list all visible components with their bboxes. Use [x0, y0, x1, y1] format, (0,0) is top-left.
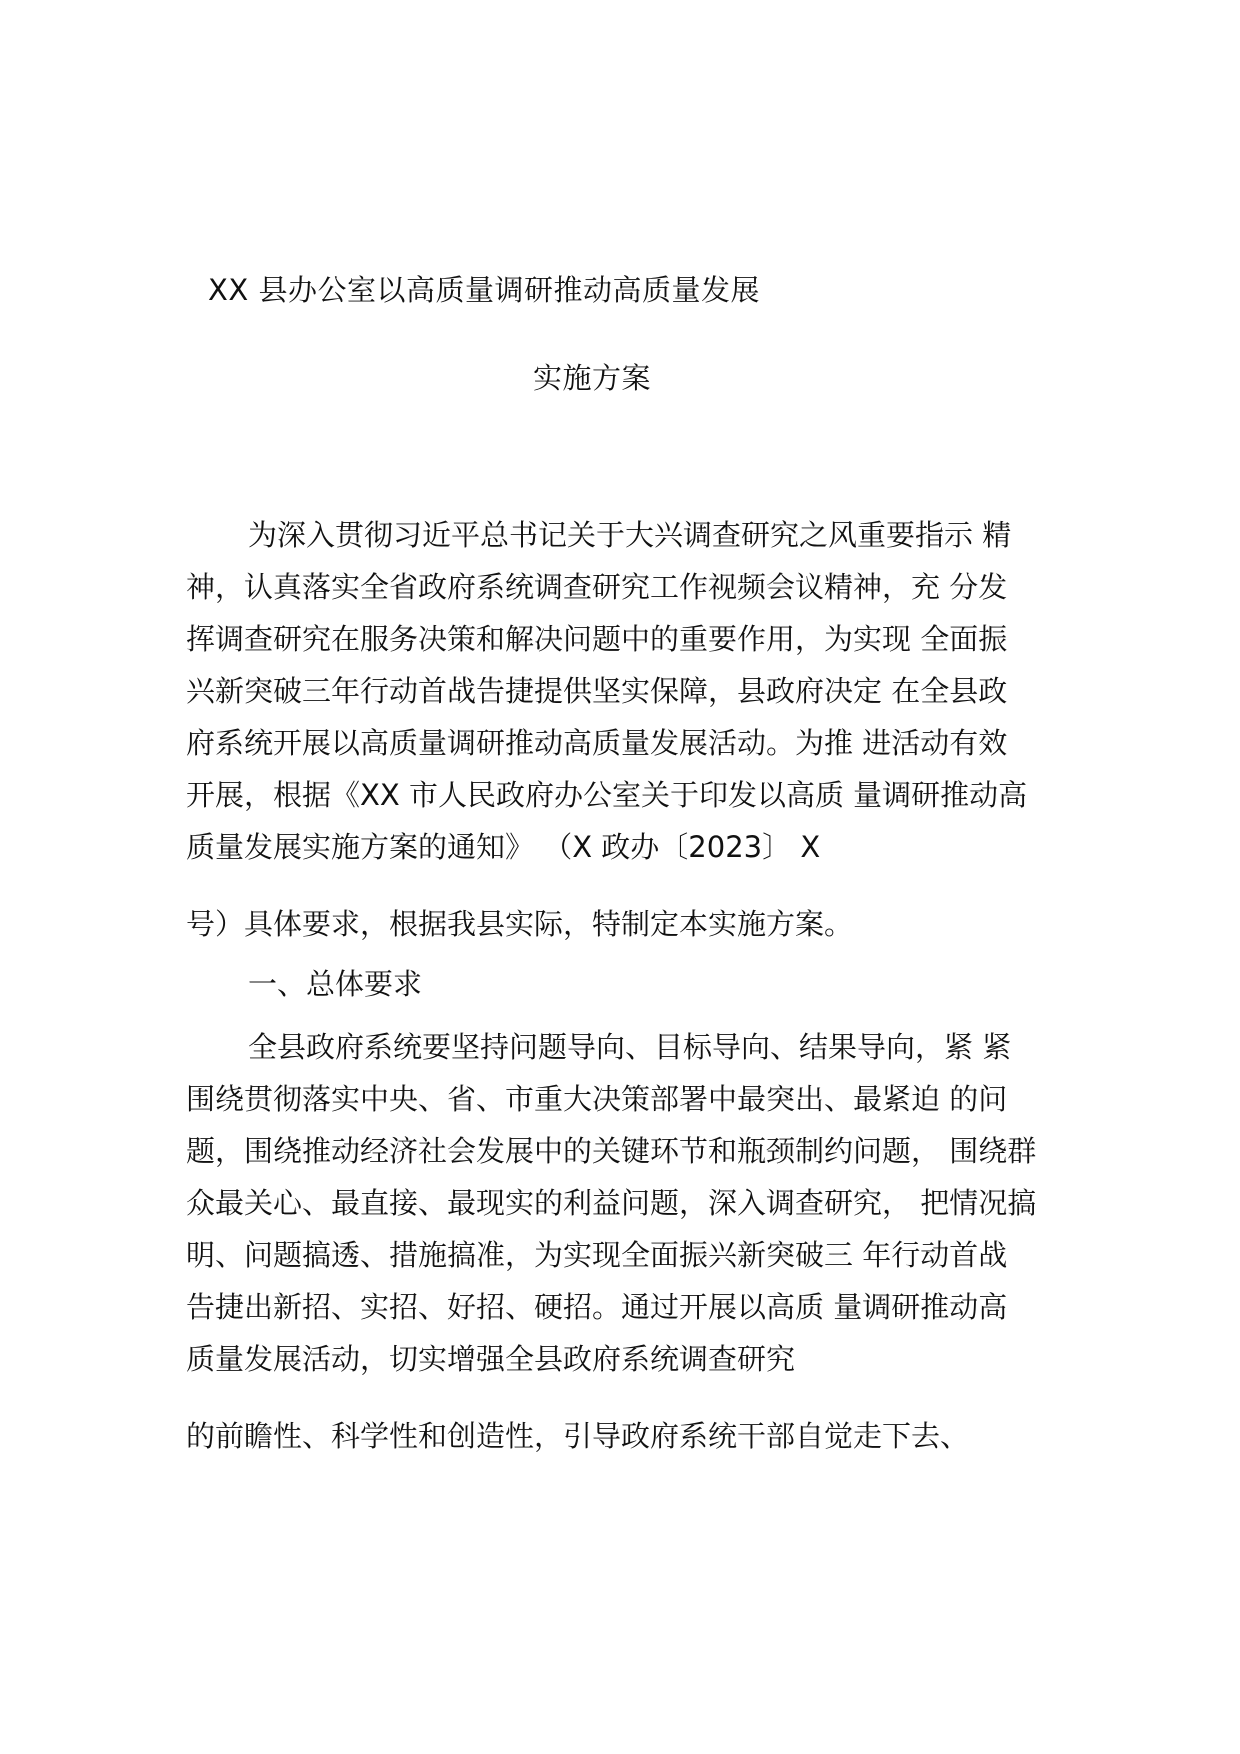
document-title-line-1: XX 县办公室以高质量调研推动高质量发展: [208, 273, 760, 307]
paragraph-2-line-5: 明、问题搞透、措施搞准，为实现全面振兴新突破三 年行动首战: [186, 1238, 1008, 1272]
paragraph-2-line-6: 告捷出新招、实招、好招、硬招。通过开展以高质 量调研推动高: [186, 1290, 1008, 1324]
paragraph-1-line-8: 号）具体要求，根据我县实际，特制定本实施方案。: [186, 907, 854, 941]
paragraph-2-line-7: 质量发展活动，切实增强全县政府系统调查研究: [186, 1342, 796, 1376]
paragraph-2-line-3: 题，围绕推动经济社会发展中的关键环节和瓶颈制约问题， 围绕群: [186, 1134, 1037, 1168]
section-1-heading: 一、总体要求: [248, 967, 423, 1001]
paragraph-1-line-7: 质量发展实施方案的通知》 （X 政办〔2023〕 X: [186, 830, 821, 864]
paragraph-2-line-8: 的前瞻性、科学性和创造性，引导政府系统干部自觉走下去、: [186, 1419, 970, 1453]
paragraph-1-line-1: 为深入贯彻习近平总书记关于大兴调查研究之风重要指示 精: [248, 518, 1012, 552]
paragraph-2-line-2: 围绕贯彻落实中央、省、市重大决策部署中最突出、最紧迫 的问: [186, 1082, 1008, 1116]
paragraph-1-line-4: 兴新突破三年行动首战告捷提供坚实保障，县政府决定 在全县政: [186, 674, 1008, 708]
paragraph-1-line-2: 神，认真落实全省政府系统调查研究工作视频会议精神，充 分发: [186, 570, 1008, 604]
paragraph-1-line-3: 挥调查研究在服务决策和解决问题中的重要作用，为实现 全面振: [186, 622, 1008, 656]
paragraph-2-line-4: 众最关心、最直接、最现实的利益问题，深入调查研究， 把情况搞: [186, 1186, 1037, 1220]
paragraph-1-line-5: 府系统开展以高质量调研推动高质量发展活动。为推 进活动有效: [186, 726, 1008, 760]
paragraph-1-line-6: 开展，根据《XX 市人民政府办公室关于印发以高质 量调研推动高: [186, 778, 1028, 812]
paragraph-2-line-1: 全县政府系统要坚持问题导向、目标导向、结果导向，紧 紧: [248, 1030, 1012, 1064]
document-title-line-2: 实施方案: [533, 361, 652, 395]
